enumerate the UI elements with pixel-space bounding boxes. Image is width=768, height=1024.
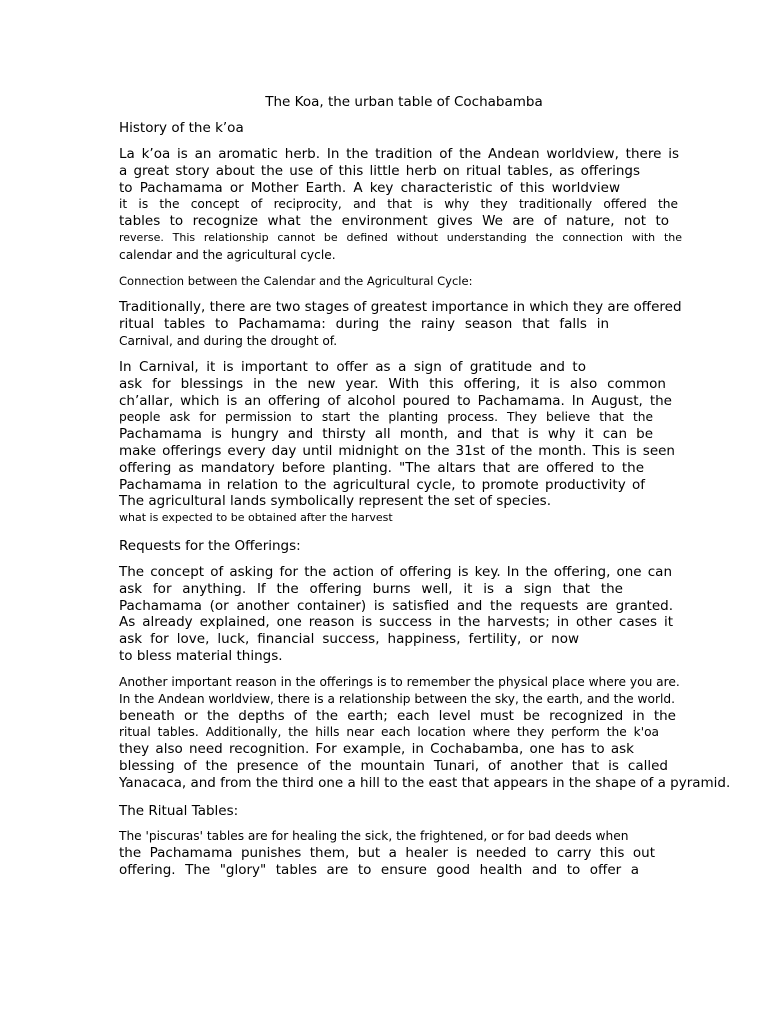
- heading-history: History of the k’oa: [119, 120, 244, 136]
- text-line: beneath or the depths of the earth; each level must be recognized in the: [119, 707, 676, 724]
- text-line: they also need recognition. For example, in Cochabamba, one has to ask: [119, 741, 634, 758]
- heading-requests: Requests for the Offerings:: [119, 538, 301, 554]
- text-line: In the Andean worldview, there is a relationship between the sky, the earth, and the world.: [119, 691, 675, 706]
- text-line: Pachamama (or another container) is satisfied and the requests are granted.: [119, 597, 673, 614]
- text-line: ch’allar, which is an offering of alcohol poured to Pachamama. In August, the: [119, 392, 672, 409]
- text-line: tables to recognize what the environment gives We are of nature, not to: [119, 213, 669, 230]
- paragraph-history: [119, 146, 682, 264]
- text-line: Pachamama in relation to the agricultural cycle, to promote productivity of: [119, 476, 645, 493]
- text-line: The 'piscuras' tables are for healing the sick, the frightened, or for bad deeds when: [119, 829, 629, 843]
- text-line: to Pachamama or Mother Earth. A key characteristic of this worldview: [119, 179, 620, 196]
- text-line: make offerings every day until midnight on the 31st of the month. This is seen: [119, 442, 675, 459]
- text-line: ritual tables to Pachamama: during the rainy season that falls in: [119, 315, 609, 332]
- paragraph-ritual-tables: [119, 828, 679, 878]
- text-line: The agricultural lands symbolically represent the set of species.: [119, 493, 551, 510]
- text-line: Another important reason in the offerings is to remember the physical place where you are.: [119, 675, 680, 689]
- text-line: it is the concept of reciprocity, and that is why they traditionally offered the: [119, 197, 678, 212]
- paragraph-place: [119, 674, 731, 792]
- text-line: In Carnival, it is important to offer as a sign of gratitude and to: [119, 359, 586, 375]
- text-line: ritual tables. Additionally, the hills near each location where they perform the k'oa: [119, 725, 659, 740]
- text-line: Carnival, and during the drought of.: [119, 333, 338, 348]
- document-title: The Koa, the urban table of Cochabamba: [265, 94, 543, 110]
- text-line: As already explained, one reason is success in the harvests; in other cases it: [119, 614, 673, 631]
- text-line: The concept of asking for the action of offering is key. In the offering, one can: [119, 564, 672, 580]
- text-line: Yanacaca, and from the third one a hill to the east that appears in the shape of a pyramid.: [119, 774, 731, 791]
- paragraph-carnival: [119, 359, 679, 527]
- paragraph-requests: [119, 564, 679, 665]
- text-line: ask for anything. If the offering burns well, it is a sign that the: [119, 580, 623, 597]
- heading-connection: Connection between the Calendar and the Agricultural Cycle:: [119, 274, 473, 288]
- text-line: calendar and the agricultural cycle.: [119, 247, 336, 262]
- text-line: to bless material things.: [119, 647, 283, 664]
- text-line: La k’oa is an aromatic herb. In the tradition of the Andean worldview, there is: [119, 146, 679, 162]
- text-line: Pachamama is hungry and thirsty all month, and that is why it can be: [119, 426, 653, 443]
- text-line: Traditionally, there are two stages of greatest importance in which they are offered: [119, 299, 682, 315]
- text-line: blessing of the presence of the mountain Tunari, of another that is called: [119, 757, 668, 774]
- text-line: ask for love, luck, financial success, happiness, fertility, or now: [119, 631, 579, 648]
- text-line: offering as mandatory before planting. "The altars that are offered to the: [119, 459, 644, 476]
- paragraph-stages: [119, 299, 682, 349]
- text-line: reverse. This relationship cannot be defined without understanding the connection with the: [119, 230, 682, 244]
- text-line: offering. The "glory" tables are to ensure good health and to offer a: [119, 861, 639, 878]
- text-line: the Pachamama punishes them, but a healer is needed to carry this out: [119, 844, 655, 861]
- text-line: ask for blessings in the new year. With this offering, it is also common: [119, 375, 666, 392]
- heading-ritual-tables: The Ritual Tables:: [119, 803, 239, 819]
- text-line: what is expected to be obtained after the harvest: [119, 511, 393, 525]
- text-line: people ask for permission to start the planting process. They believe that the: [119, 410, 653, 425]
- text-line: a great story about the use of this little herb on ritual tables, as offerings: [119, 162, 640, 179]
